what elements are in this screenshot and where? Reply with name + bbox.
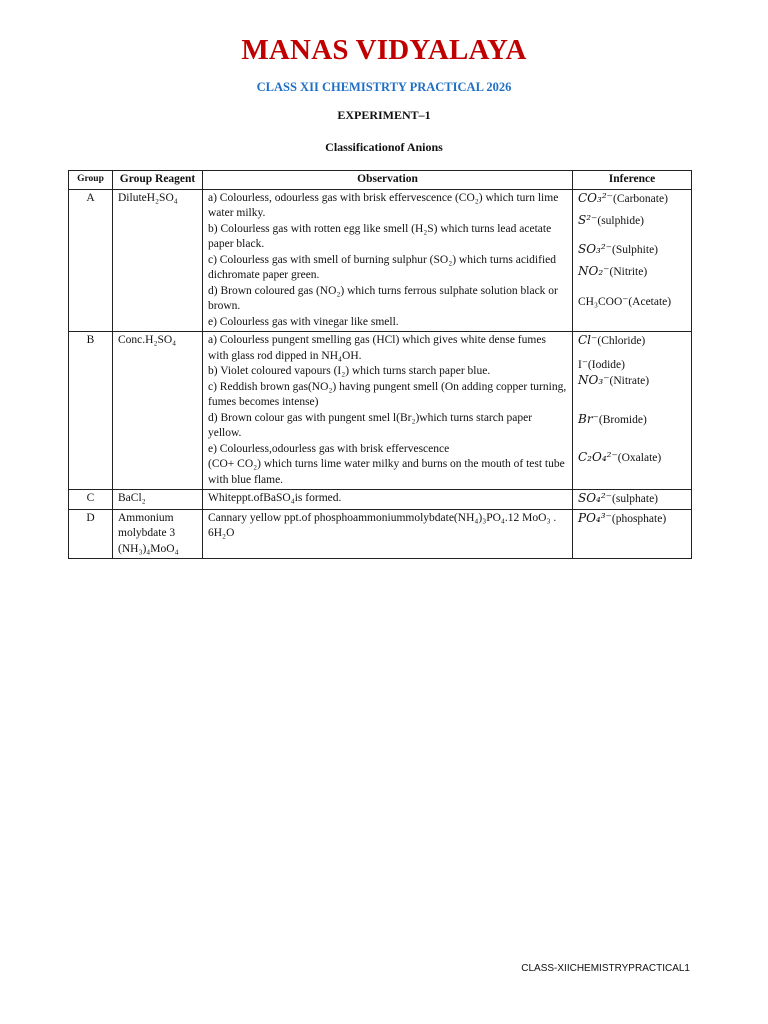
anion-classification-table xyxy=(68,170,692,559)
inference-item xyxy=(578,242,686,259)
observation-cell xyxy=(203,189,573,332)
inference-item xyxy=(578,373,686,390)
column-header-reagent: Group Reagent xyxy=(113,171,203,190)
ion-formula: PO₄³⁻ xyxy=(578,510,612,525)
inference-cell xyxy=(573,490,692,510)
observation-line: e) Colourless,odourless gas with brisk effervescence xyxy=(208,442,450,455)
inference-item xyxy=(578,191,686,208)
group-cell: B xyxy=(69,332,113,490)
observation-line: b) Colourless gas with rotten egg like smell (H₂S) which turns lead acetate paper black. xyxy=(208,222,552,250)
table-row xyxy=(69,509,692,559)
ion-formula: NO₂⁻ xyxy=(578,264,610,278)
table-row xyxy=(69,490,692,510)
reagent-cell: DiluteH₂SO₄ xyxy=(113,189,203,332)
ion-name: (Chloride) xyxy=(597,335,646,347)
observation-cell xyxy=(203,490,573,510)
ion-formula: C₂O₄²⁻ xyxy=(578,450,618,464)
ion-name: (sulphide) xyxy=(597,215,645,227)
group-cell: C xyxy=(69,490,113,510)
ion-name: (Oxalate) xyxy=(617,452,662,464)
ion-formula: CH₃COO⁻ xyxy=(578,295,629,308)
ion-formula: SO₃²⁻ xyxy=(578,241,613,256)
ion-name: (Nitrate) xyxy=(609,375,650,387)
observation-line: Whiteppt.ofBaSO₄is formed. xyxy=(208,492,342,504)
table-row xyxy=(69,332,692,490)
inference-item xyxy=(578,450,686,467)
observation-line: a) Colourless, odourless gas with brisk effervescence (CO₂) which turn lime water milky. xyxy=(208,191,559,219)
inference-item xyxy=(578,333,686,350)
ion-formula: S²⁻ xyxy=(578,213,598,227)
observation-line: b) Violet coloured vapours (I₂) which turns starch paper blue. xyxy=(208,365,491,377)
inference-item xyxy=(578,295,686,311)
observation-cell xyxy=(203,509,573,559)
reagent-cell: Ammonium molybdate 3 (NH₃)₄MoO₄ xyxy=(113,509,203,559)
inference-cell xyxy=(573,509,692,559)
column-header-group: Group xyxy=(69,171,113,190)
ion-name: (Acetate) xyxy=(628,295,672,308)
ion-formula: CO₃²⁻ xyxy=(578,190,613,205)
ion-name: (Nitrite) xyxy=(609,266,648,278)
ion-name: (sulphate) xyxy=(612,493,658,505)
group-cell: A xyxy=(69,189,113,332)
ion-name: (Carbonate) xyxy=(612,192,668,205)
section-title: Classificationof Anions xyxy=(325,140,443,154)
observation-line: Cannary yellow ppt.of phosphoammoniummolybdate(NH₄)₃PO₄.12 MoO₃ . 6H₂O xyxy=(208,511,557,539)
observation-cell xyxy=(203,332,573,490)
ion-formula: Br⁻ xyxy=(578,411,599,426)
observation-line: a) Colourless pungent smelling gas (HCl) which gives white dense fumes with glass rod dipped in NH₄OH. xyxy=(208,334,546,362)
observation-line: (CO+ CO₂) which turns lime water milky and burns on the mouth of test tube with blue flame. xyxy=(208,458,565,486)
group-cell: D xyxy=(69,509,113,559)
ion-name: (Iodide) xyxy=(587,358,625,371)
ion-formula: NO₃⁻ xyxy=(578,373,610,387)
table-row xyxy=(69,189,692,332)
school-title: MANAS VIDYALAYA xyxy=(241,34,527,66)
reagent-cell: BaCl₂ xyxy=(113,490,203,510)
inference-cell xyxy=(573,189,692,332)
observation-line: c) Reddish brown gas(NO₂) having pungent smell (On adding copper turning, fumes becomes intense) xyxy=(208,380,567,408)
inference-item xyxy=(578,264,686,281)
inference-item xyxy=(578,358,686,374)
inference-item xyxy=(578,213,686,230)
table-body xyxy=(69,189,692,559)
observation-line: e) Colourless gas with vinegar like smell. xyxy=(208,315,399,328)
observation-line: c) Colourless gas with smell of burning sulphur (SO₂) which turns acidified dichromate paper green. xyxy=(208,253,556,281)
reagent-cell: Conc.H₂SO₄ xyxy=(113,332,203,490)
inference-item xyxy=(578,412,686,429)
inference-item xyxy=(578,491,686,508)
inference-item xyxy=(578,511,686,528)
ion-name: (phosphate) xyxy=(611,512,667,525)
ion-formula: Cl⁻ xyxy=(578,333,598,347)
column-header-observation: Observation xyxy=(203,171,573,190)
page-footer: CLASS-XIICHEMISTRYPRACTICAL1 xyxy=(521,963,690,974)
observation-line: d) Brown colour gas with pungent smel l(Br₂)which turns starch paper yellow. xyxy=(208,411,533,439)
inference-cell xyxy=(573,332,692,490)
ion-name: (Bromide) xyxy=(598,413,647,426)
ion-formula: I⁻ xyxy=(578,358,588,371)
ion-formula: SO₄²⁻ xyxy=(578,491,613,505)
class-subtitle: CLASS XII CHEMISTRTY PRACTICAL 2026 xyxy=(256,80,512,94)
observation-line: d) Brown coloured gas (NO₂) which turns ferrous sulphate solution black or brown. xyxy=(208,284,558,312)
column-header-inference: Inference xyxy=(573,171,692,190)
ion-name: (Sulphite) xyxy=(612,243,659,256)
experiment-heading: EXPERIMENT–1 xyxy=(337,108,431,122)
table-header-row xyxy=(69,171,692,190)
